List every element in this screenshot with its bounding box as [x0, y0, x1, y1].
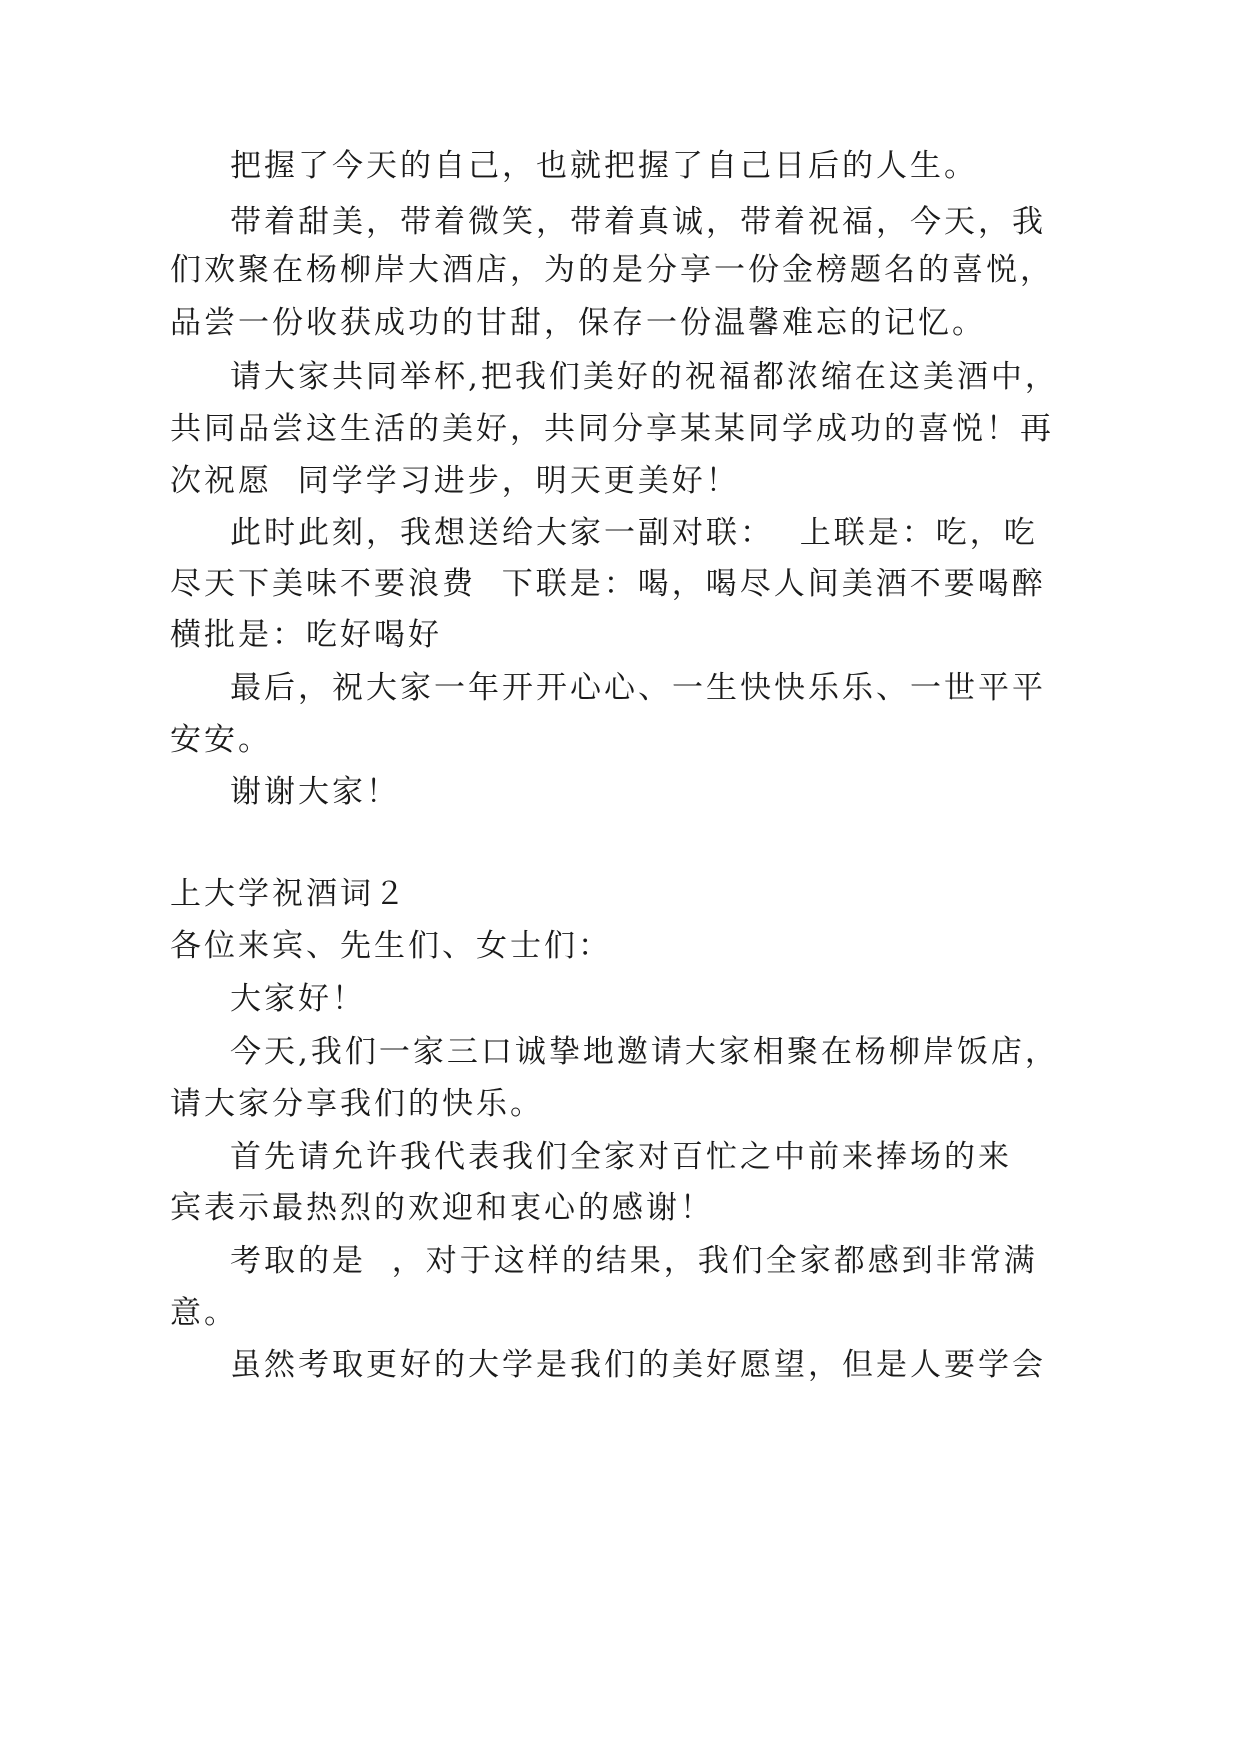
salutation-line: 各位来宾、先生们、女士们：	[170, 928, 612, 964]
paragraph-line: 大家好！	[230, 981, 366, 1017]
paragraph-line: 安安。	[170, 722, 272, 758]
paragraph-line: 虽然考取更好的大学是我们的美好愿望，但是人要学会	[230, 1347, 1046, 1383]
paragraph-line: 首先请允许我代表我们全家对百忙之中前来捧场的来	[230, 1139, 1012, 1175]
paragraph-line: 共同品尝这生活的美好，共同分享某某同学成功的喜悦！再	[170, 411, 1054, 447]
paragraph-line: 横批是：吃好喝好	[170, 617, 442, 653]
paragraph-line: 把握了今天的自己，也就把握了自己日后的人生。	[230, 148, 978, 184]
paragraph-line: 带着甜美，带着微笑，带着真诚，带着祝福，今天，我	[230, 204, 1046, 240]
paragraph-line: 意。	[170, 1295, 238, 1331]
paragraph-line: 尽天下美味不要浪费 下联是：喝，喝尽人间美酒不要喝醉	[170, 566, 1046, 602]
paragraph-line: 们欢聚在杨柳岸大酒店，为的是分享一份金榜题名的喜悦，	[170, 252, 1054, 288]
paragraph-line: 此时此刻，我想送给大家一副对联： 上联是：吃，吃	[230, 515, 1038, 551]
paragraph-line: 次祝愿 同学学习进步，明天更美好！	[170, 463, 740, 499]
paragraph-line: 宾表示最热烈的欢迎和衷心的感谢！	[170, 1190, 714, 1226]
paragraph-line: 考取的是 ，对于这样的结果，我们全家都感到非常满	[230, 1243, 1038, 1279]
paragraph-line: 品尝一份收获成功的甘甜，保存一份温馨难忘的记忆。	[170, 305, 986, 341]
paragraph-line: 最后，祝大家一年开开心心、一生快快乐乐、一世平平	[230, 670, 1046, 706]
paragraph-line: 请大家共同举杯,把我们美好的祝福都浓缩在这美酒中，	[230, 359, 1059, 395]
section-heading: 上大学祝酒词２	[170, 876, 408, 912]
paragraph-line: 请大家分享我们的快乐。	[170, 1086, 544, 1122]
paragraph-line: 今天,我们一家三口诚挚地邀请大家相聚在杨柳岸饭店，	[230, 1034, 1059, 1070]
paragraph-line: 谢谢大家！	[230, 774, 400, 810]
